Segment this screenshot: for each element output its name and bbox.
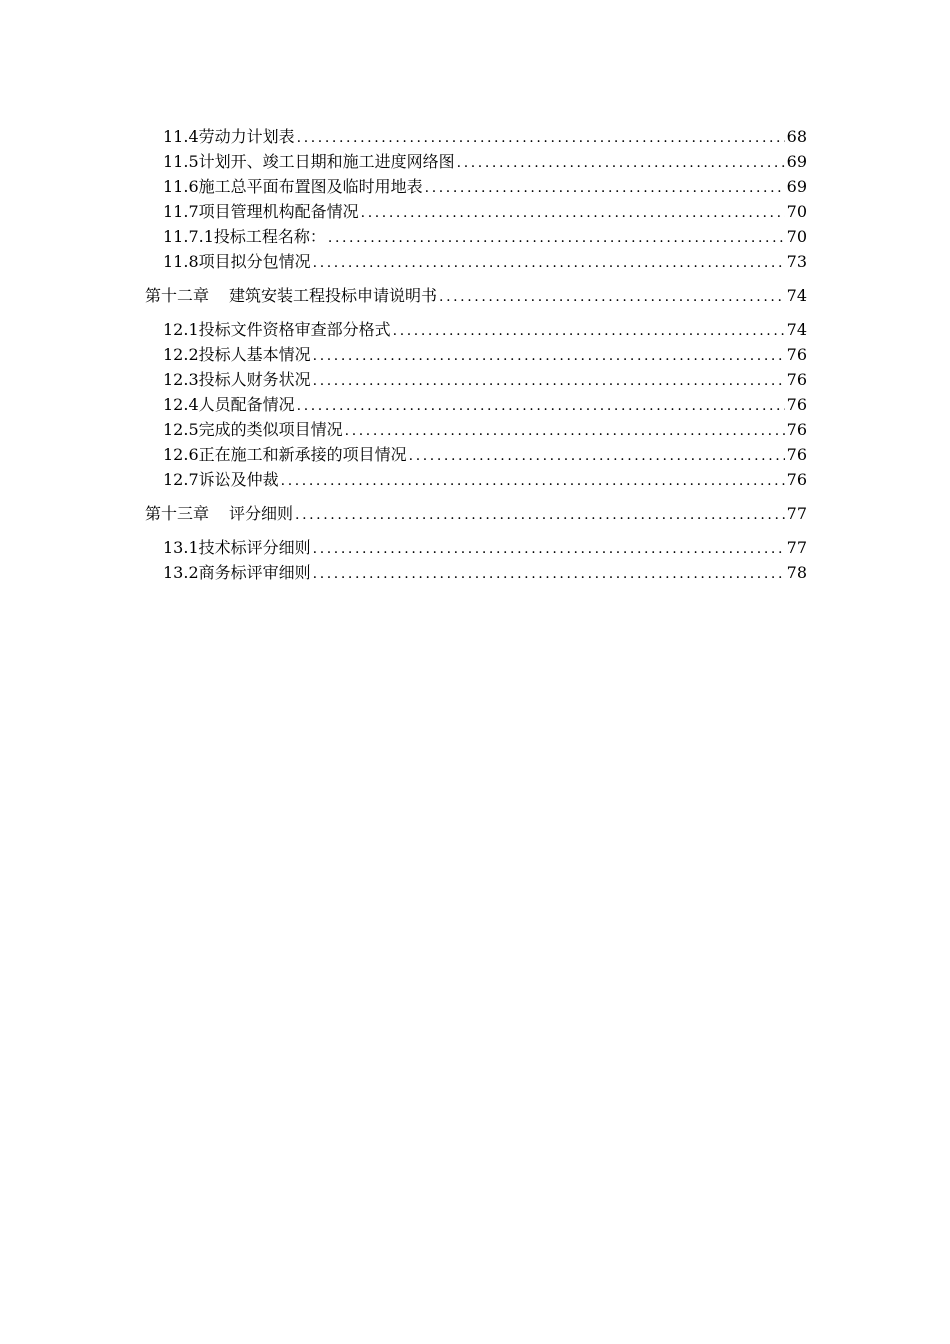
toc-chapter-number: 第十二章 bbox=[145, 286, 210, 305]
toc-entry-12-2[interactable] bbox=[145, 342, 807, 367]
toc-leader-dots bbox=[313, 369, 785, 394]
toc-entry-page: 76 bbox=[786, 345, 807, 364]
toc-leader-dots bbox=[313, 251, 785, 276]
toc-entry-page: 78 bbox=[786, 563, 807, 582]
toc-entry-page: 69 bbox=[786, 152, 807, 171]
toc-entry-11-4[interactable] bbox=[145, 124, 807, 149]
toc-entry-title: 13.2商务标评审细则 bbox=[163, 563, 311, 582]
toc-leader-dots bbox=[281, 469, 785, 494]
toc-leader-dots bbox=[345, 419, 785, 444]
toc-entry-11-7[interactable] bbox=[145, 199, 807, 224]
toc-entry-13-2[interactable] bbox=[145, 560, 807, 585]
toc-entry-page: 76 bbox=[786, 445, 807, 464]
toc-entry-12-5[interactable] bbox=[145, 417, 807, 442]
toc-entry-11-7-1[interactable] bbox=[145, 224, 807, 249]
toc-entry-12-1[interactable] bbox=[145, 317, 807, 342]
toc-entry-title: 11.6施工总平面布置图及临时用地表 bbox=[163, 177, 423, 196]
toc-entry-page: 74 bbox=[786, 320, 807, 339]
toc-entry-title: 12.2投标人基本情况 bbox=[163, 345, 311, 364]
toc-leader-dots bbox=[425, 176, 785, 201]
toc-entry-page: 76 bbox=[786, 470, 807, 489]
toc-entry-page: 70 bbox=[786, 227, 807, 246]
toc-chapter-number: 第十三章 bbox=[145, 504, 210, 523]
toc-entry-title: 11.5计划开、竣工日期和施工进度网络图 bbox=[163, 152, 455, 171]
toc-leader-dots bbox=[313, 562, 785, 587]
toc-entry-13-1[interactable] bbox=[145, 535, 807, 560]
toc-entry-title: 12.1投标文件资格审查部分格式 bbox=[163, 320, 391, 339]
toc-entry-page: 68 bbox=[786, 127, 807, 146]
toc-chapter-heading bbox=[145, 283, 437, 308]
toc-leader-dots bbox=[409, 444, 785, 469]
toc-entry-page: 69 bbox=[786, 177, 807, 196]
toc-entry-page: 74 bbox=[786, 286, 807, 305]
toc-entry-title: 12.6正在施工和新承接的项目情况 bbox=[163, 445, 407, 464]
table-of-contents bbox=[145, 124, 807, 585]
toc-chapter-title: 评分细则 bbox=[229, 504, 294, 523]
toc-entry-title: 11.8项目拟分包情况 bbox=[163, 252, 311, 271]
toc-entry-page: 73 bbox=[786, 252, 807, 271]
toc-leader-dots bbox=[313, 537, 785, 562]
toc-entry-11-6[interactable] bbox=[145, 174, 807, 199]
toc-entry-title: 12.4人员配备情况 bbox=[163, 395, 295, 414]
toc-entry-page: 70 bbox=[786, 202, 807, 221]
toc-entry-12-3[interactable] bbox=[145, 367, 807, 392]
toc-chapter-12[interactable] bbox=[145, 283, 807, 308]
toc-entry-12-6[interactable] bbox=[145, 442, 807, 467]
toc-entry-title: 13.1技术标评分细则 bbox=[163, 538, 311, 557]
toc-leader-dots bbox=[297, 126, 785, 151]
toc-entry-11-8[interactable] bbox=[145, 249, 807, 274]
toc-entry-title: 12.7诉讼及仲裁 bbox=[163, 470, 279, 489]
toc-entry-title: 12.3投标人财务状况 bbox=[163, 370, 311, 389]
toc-entry-page: 76 bbox=[786, 370, 807, 389]
toc-entry-11-5[interactable] bbox=[145, 149, 807, 174]
toc-leader-dots bbox=[457, 151, 785, 176]
toc-leader-dots bbox=[313, 344, 785, 369]
toc-entry-title: 11.4劳动力计划表 bbox=[163, 127, 295, 146]
toc-entry-page: 77 bbox=[786, 504, 807, 523]
toc-entry-12-7[interactable] bbox=[145, 467, 807, 492]
toc-chapter-13[interactable] bbox=[145, 501, 807, 526]
toc-entry-12-4[interactable] bbox=[145, 392, 807, 417]
toc-entry-page: 77 bbox=[786, 538, 807, 557]
toc-entry-title: 12.5完成的类似项目情况 bbox=[163, 420, 343, 439]
toc-chapter-title: 建筑安装工程投标申请说明书 bbox=[229, 286, 438, 305]
toc-leader-dots bbox=[393, 319, 785, 344]
toc-leader-dots bbox=[361, 201, 785, 226]
toc-leader-dots bbox=[328, 226, 785, 251]
toc-entry-page: 76 bbox=[786, 420, 807, 439]
toc-leader-dots bbox=[439, 285, 785, 310]
toc-entry-title: 11.7项目管理机构配备情况 bbox=[163, 202, 359, 221]
toc-leader-dots bbox=[297, 394, 785, 419]
toc-entry-page: 76 bbox=[786, 395, 807, 414]
toc-chapter-heading bbox=[145, 501, 293, 526]
toc-leader-dots bbox=[295, 503, 785, 528]
toc-entry-title: 11.7.1投标工程名称： bbox=[163, 227, 326, 246]
